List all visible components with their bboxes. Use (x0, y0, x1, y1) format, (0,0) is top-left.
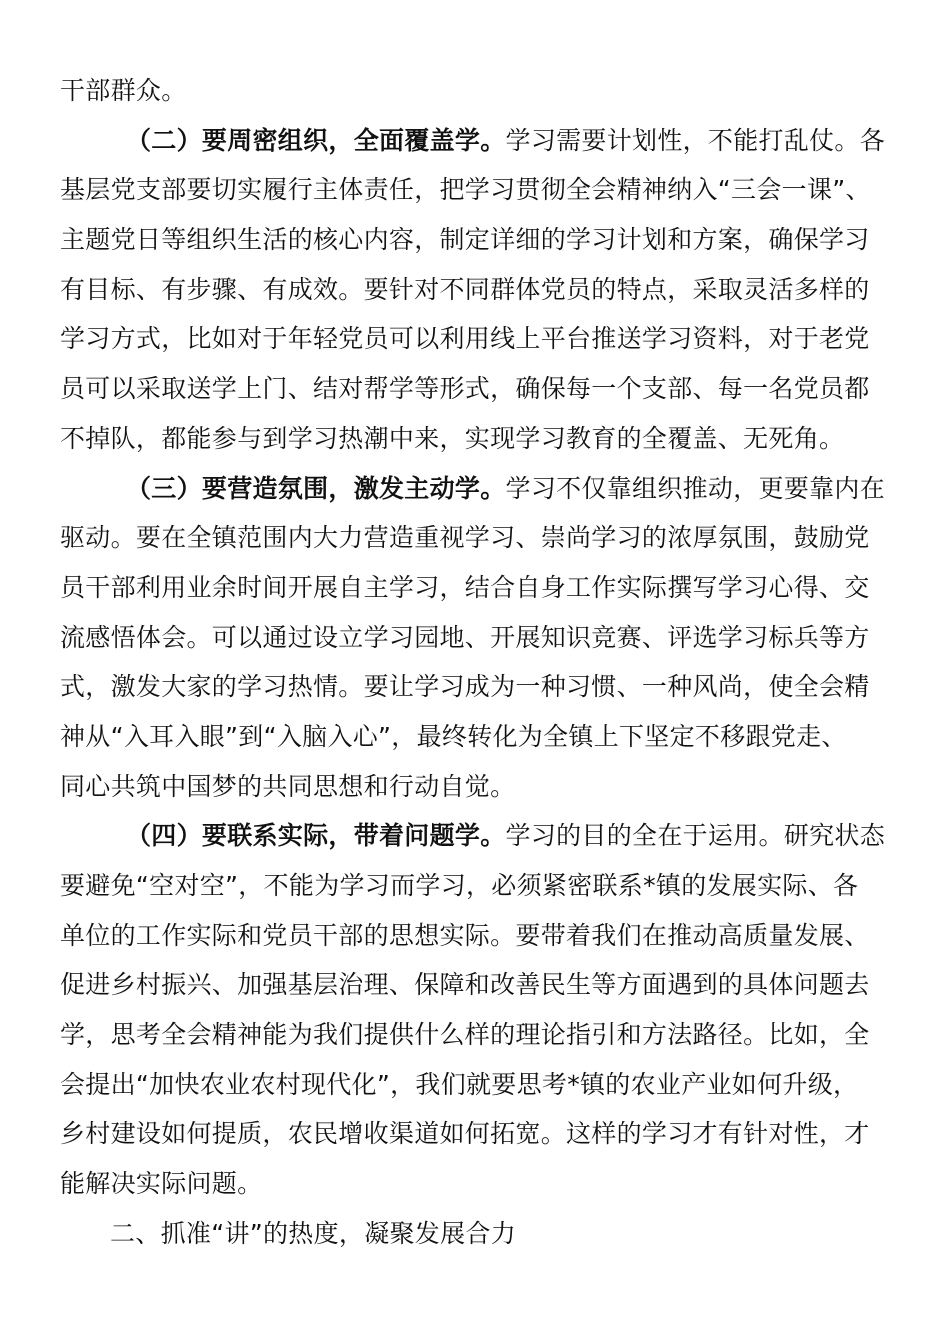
paragraph-line: 不掉队，都能参与到学习热潮中来，实现学习教育的全覆盖、无死角。 (60, 423, 845, 453)
paragraph-first-line (60, 116, 900, 166)
paragraph-line: 能解决实际问题。 (60, 1169, 263, 1199)
paragraph-line: 单位的工作实际和党员干部的思想实际。要带着我们在推动高质量发展、 (60, 920, 870, 950)
paragraph-line: 主题党日等组织生活的核心内容，制定详细的学习计划和方案，确保学习 (60, 225, 870, 255)
paragraph-3 (60, 464, 900, 812)
paragraph-first-line (60, 811, 900, 861)
paragraph-line: 乡村建设如何提质，农民增收渠道如何拓宽。这样的学习才有针对性，才 (60, 1119, 870, 1149)
paragraph-line: 员可以采取送学上门、结对帮学等形式，确保每一个支部、每一名党员都 (60, 374, 870, 404)
paragraph-heading: （三）要营造氛围，激发主动学。 (126, 473, 506, 503)
paragraph-line: 学，思考全会精神能为我们提供什么样的理论指引和方法路径。比如，全 (60, 1020, 870, 1050)
section-heading: 二、抓准“讲”的热度，凝聚发展合力 (110, 1218, 517, 1248)
paragraph-line: 要避免“空对空”，不能为学习而学习，必须紧密联系*镇的发展实际、各 (60, 871, 859, 900)
paragraph-text: 学习需要计划性，不能打乱仗。各 (505, 125, 886, 155)
paragraph-text: 学习不仅靠组织推动，更要靠内在 (505, 473, 886, 503)
paragraph-2 (60, 116, 900, 464)
paragraph-line: 促进乡村振兴、加强基层治理、保障和改善民生等方面遇到的具体问题去 (60, 970, 870, 1000)
paragraph-line: 驱动。要在全镇范围内大力营造重视学习、崇尚学习的浓厚氛围，鼓励党 (60, 523, 870, 553)
paragraph-line: 神从“入耳入眼”到“入脑入心”，最终转化为全镇上下坚定不移跟党走、 (60, 721, 847, 751)
document-page (60, 66, 900, 1259)
paragraph-line: 流感悟体会。可以通过设立学习园地、开展知识竞赛、评选学习标兵等方 (60, 622, 870, 652)
paragraph-first-line (60, 464, 900, 514)
paragraph-line: 同心共筑中国梦的共同思想和行动自觉。 (60, 771, 516, 801)
paragraph-heading: （四）要联系实际，带着问题学。 (126, 821, 506, 851)
paragraph-line: 员干部利用业余时间开展自主学习，结合自身工作实际撰写学习心得、交 (60, 572, 870, 602)
paragraph-line: 学习方式，比如对于年轻党员可以利用线上平台推送学习资料，对于老党 (60, 324, 870, 354)
paragraph-line: 式，激发大家的学习热情。要让学习成为一种习惯、一种风尚，使全会精 (60, 672, 870, 702)
paragraph-4 (60, 811, 900, 1209)
paragraph-line: 有目标、有步骤、有成效。要针对不同群体党员的特点，采取灵活多样的 (60, 274, 870, 304)
paragraph-line: 基层党支部要切实履行主体责任，把学习贯彻全会精神纳入“三会一课”、 (60, 175, 871, 205)
paragraph-line: 干部群众。 (60, 76, 187, 105)
paragraph-text: 学习的目的全在于运用。研究状态 (505, 821, 886, 851)
paragraph-line: 会提出“加快农业农村现代化”，我们就要思考*镇的农业产业如何升级， (60, 1069, 859, 1099)
paragraph-heading: （二）要周密组织，全面覆盖学。 (126, 125, 506, 155)
